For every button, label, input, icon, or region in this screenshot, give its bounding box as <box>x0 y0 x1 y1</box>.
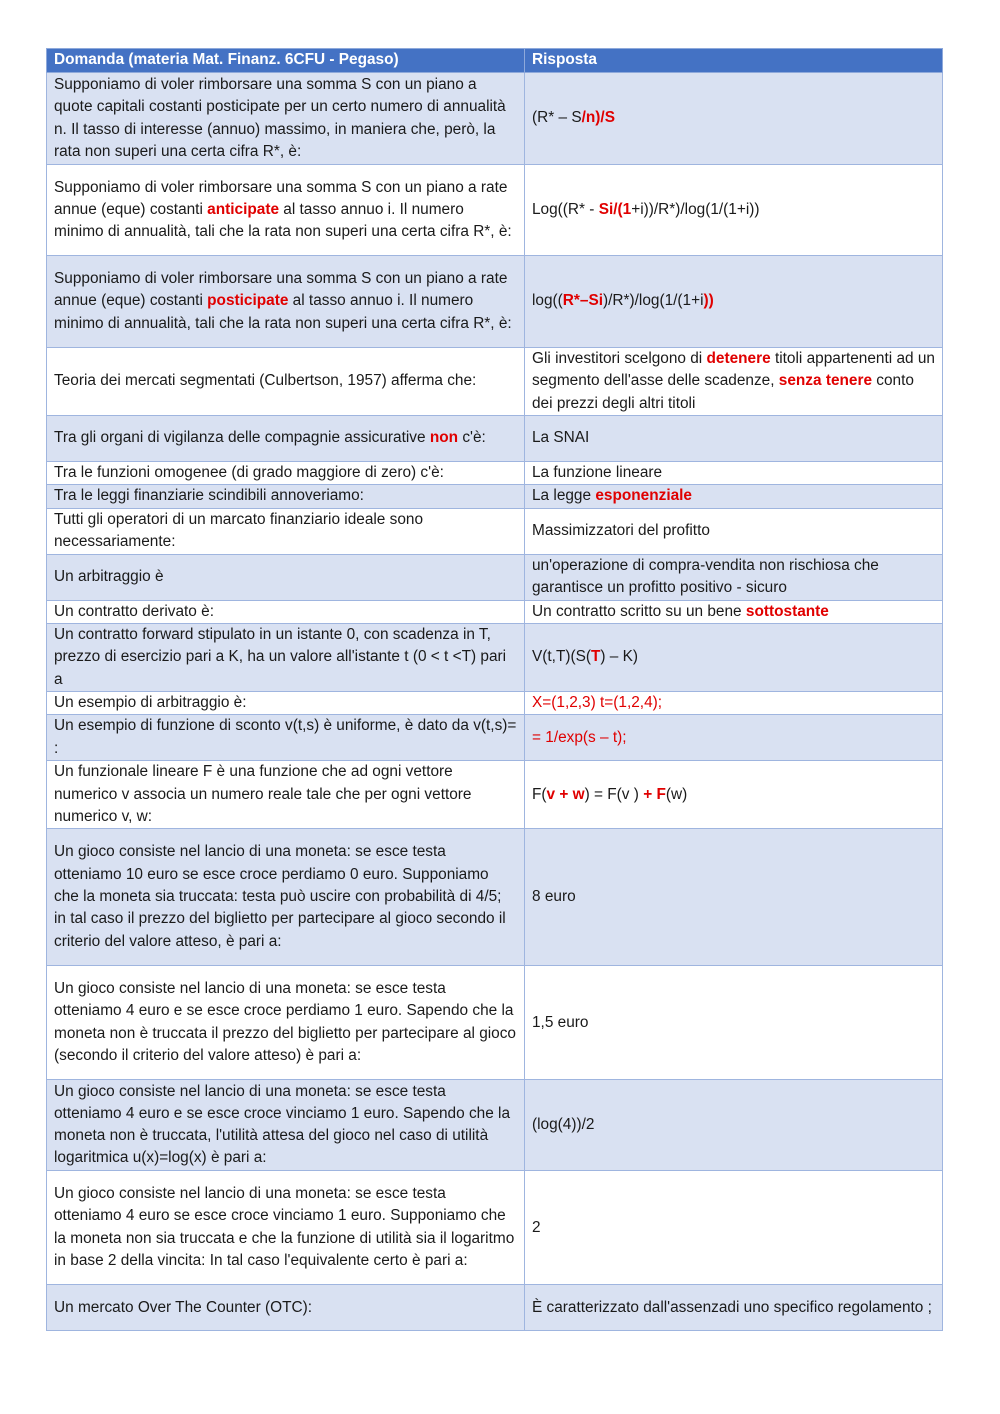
answer-cell <box>525 829 943 966</box>
answer-cell <box>525 691 943 714</box>
table-row <box>47 623 943 691</box>
question-cell <box>47 715 525 761</box>
answer-cell <box>525 416 943 462</box>
cell-text: titoli appartenenti ad un segmento dell'asse delle scadenze, <box>532 350 935 390</box>
table-row <box>47 829 943 966</box>
cell-text: Un contratto scritto su un bene <box>532 602 746 620</box>
highlighted-text: v + w <box>546 785 585 803</box>
cell-text: c'è: <box>458 429 486 447</box>
highlighted-text: )) <box>703 292 714 310</box>
cell-text: +i))/R*)/log(1/(1+i)) <box>631 200 760 218</box>
highlighted-text: anticipate <box>207 200 279 218</box>
question-cell <box>47 165 525 256</box>
table-row <box>47 165 943 256</box>
question-cell <box>47 761 525 829</box>
cell-text: Gli investitori scelgono di <box>532 350 707 368</box>
table-row <box>47 416 943 462</box>
cell-text: La legge <box>532 487 596 505</box>
cell-text: (w) <box>665 785 688 803</box>
cell-text: Un esempio di arbitraggio è: <box>54 693 247 711</box>
table-row <box>47 715 943 761</box>
table-row <box>47 554 943 600</box>
table-row <box>47 761 943 829</box>
answer-cell <box>525 966 943 1080</box>
highlighted-text: T <box>591 648 601 666</box>
cell-text: Un gioco consiste nel lancio di una moneta: se esce testa otteniamo 4 euro se esce croce vinciamo 1 euro. Supponiamo che la moneta non sia truccata e che la funzione di utilità sia il logaritmo in base 2 della vincita: In tal caso l'equivalente certo è pari a: <box>54 1185 515 1269</box>
cell-text: Un gioco consiste nel lancio di una moneta: se esce testa otteniamo 10 euro se esce croce perdiamo 0 euro. Supponiamo che la moneta sia truccata: testa può uscire con probabilità di 4/5; in tal caso il prezzo del biglietto per partecipare al gioco secondo il criterio del valore atteso, è pari a: <box>54 843 506 950</box>
question-cell <box>47 691 525 714</box>
answer-cell <box>525 623 943 691</box>
cell-text: È caratterizzato dall'assenzadi uno specifico regolamento ; <box>532 1298 932 1316</box>
question-cell <box>47 554 525 600</box>
cell-text: ) = F(v ) <box>584 785 644 803</box>
question-column-header: Domanda (materia Mat. Finanz. 6CFU - Pegaso) <box>47 49 525 73</box>
cell-text: Un mercato Over The Counter (OTC): <box>54 1298 313 1316</box>
table-row <box>47 1285 943 1331</box>
question-cell <box>47 485 525 508</box>
table-row <box>47 1171 943 1285</box>
answer-cell <box>525 165 943 256</box>
highlighted-text: X=(1,2,3) t=(1,2,4); <box>532 693 663 711</box>
answer-cell <box>525 715 943 761</box>
answer-cell <box>525 1080 943 1171</box>
cell-text: Un contratto forward stipulato in un istante 0, con scadenza in T, prezzo di esercizio pari a K, ha un valore all'istante t (0 < t <T) pari a <box>54 625 507 688</box>
answer-cell <box>525 348 943 416</box>
question-cell <box>47 623 525 691</box>
cell-text: Massimizzatori del profitto <box>532 521 710 539</box>
question-cell <box>47 1285 525 1331</box>
cell-text: ) – K) <box>600 648 639 666</box>
question-cell <box>47 1080 525 1171</box>
cell-text: Teoria dei mercati segmentati (Culbertson, 1957) afferma che: <box>54 372 477 390</box>
highlighted-text: /n)/S <box>581 109 615 127</box>
highlighted-text: posticipate <box>207 292 289 310</box>
question-cell <box>47 416 525 462</box>
table-row <box>47 348 943 416</box>
answer-cell <box>525 761 943 829</box>
cell-text: Tutti gli operatori di un marcato finanziario ideale sono necessariamente: <box>54 510 424 551</box>
cell-text: V(t,T)(S( <box>532 648 591 666</box>
answer-cell <box>525 508 943 554</box>
highlighted-text: R*–Si <box>562 292 604 310</box>
question-cell <box>47 256 525 348</box>
cell-text: La funzione lineare <box>532 464 663 481</box>
cell-text: Un gioco consiste nel lancio di una moneta: se esce testa otteniamo 4 euro e se esce croce perdiamo 1 euro. Sapendo che la moneta non è truccata il prezzo del biglietto per partecipare al gioco (secondo il criterio del valore atteso) è pari a: <box>54 980 516 1064</box>
highlighted-text: non <box>429 429 459 447</box>
table-row <box>47 485 943 508</box>
cell-text: conto dei prezzi degli altri titoli <box>532 372 914 412</box>
table-header-row <box>47 49 943 73</box>
highlighted-text: detenere <box>706 350 771 368</box>
table-row <box>47 256 943 348</box>
question-cell <box>47 1171 525 1285</box>
cell-text: log(( <box>532 292 563 310</box>
highlighted-text: sottostante <box>745 602 829 620</box>
question-cell <box>47 348 525 416</box>
cell-text: Un gioco consiste nel lancio di una moneta: se esce testa otteniamo 4 euro e se esce croce vinciamo 1 euro. Sapendo che la moneta non è truccata, l'utilità attesa del gioco nel caso di utilità logaritmica u(x)=log(x) è pari a: <box>54 1082 511 1167</box>
question-cell <box>47 966 525 1080</box>
question-cell <box>47 73 525 165</box>
cell-text: Supponiamo di voler rimborsare una somma S con un piano a rate annue (eque) costanti <box>54 270 508 310</box>
highlighted-text: + F <box>643 785 666 803</box>
cell-text: (log(4))/2 <box>532 1116 595 1134</box>
cell-text: Un esempio di funzione di sconto v(t,s) è uniforme, è dato da v(t,s)= : <box>54 717 517 757</box>
table-row <box>47 966 943 1080</box>
cell-text: F( <box>532 785 547 803</box>
answer-cell <box>525 600 943 623</box>
highlighted-text: Si/(1 <box>598 200 632 218</box>
cell-text: Supponiamo di voler rimborsare una somma S con un piano a quote capitali costanti posticipate per un certo numero di annualità n. Il tasso di interesse (annuo) massimo, in maniera che, però, la rata non superi una certa cifra R*, è: <box>54 75 506 160</box>
cell-text: al tasso annuo i. Il numero minimo di annualità, tali che la rata non superi una certa cifra R*, è: <box>54 292 512 332</box>
answer-cell <box>525 462 943 485</box>
qa-table <box>46 48 943 1331</box>
answer-cell <box>525 73 943 165</box>
cell-text: Supponiamo di voler rimborsare una somma S con un piano a rate annue (eque) costanti <box>54 178 508 218</box>
cell-text: (R* – S <box>532 109 582 127</box>
question-cell <box>47 508 525 554</box>
cell-text: Tra le leggi finanziarie scindibili annoveriamo: <box>54 487 364 505</box>
cell-text: al tasso annuo i. Il numero minimo di annualità, tali che la rata non superi una certa cifra R*, è: <box>54 200 512 241</box>
table-row <box>47 73 943 165</box>
cell-text: Tra gli organi di vigilanza delle compagnie assicurative <box>54 429 430 447</box>
highlighted-text: senza tenere <box>778 372 873 390</box>
cell-text: Un funzionale lineare F è una funzione che ad ogni vettore numerico v associa un numero reale tale che per ogni vettore numerico v, w: <box>54 763 472 825</box>
table-row <box>47 1080 943 1171</box>
table-row <box>47 508 943 554</box>
highlighted-text: = 1/exp(s – t); <box>532 728 627 746</box>
answer-cell <box>525 256 943 348</box>
cell-text: Tra le funzioni omogenee (di grado maggiore di zero) c'è: <box>54 464 444 481</box>
cell-text: Un contratto derivato è: <box>54 602 214 620</box>
cell-text: La SNAI <box>532 429 590 447</box>
answer-cell <box>525 1171 943 1285</box>
question-cell <box>47 600 525 623</box>
table-row <box>47 691 943 714</box>
cell-text: 8 euro <box>532 888 576 906</box>
table-row <box>47 600 943 623</box>
question-cell <box>47 462 525 485</box>
cell-text: Un arbitraggio è <box>54 567 164 585</box>
answer-cell <box>525 554 943 600</box>
table-row <box>47 462 943 485</box>
cell-text: Log((R* - <box>532 200 599 218</box>
cell-text: un'operazione di compra-vendita non rischiosa che garantisce un profitto positivo - sicuro <box>532 556 879 597</box>
answer-column-header: Risposta <box>525 49 943 73</box>
highlighted-text: esponenziale <box>595 487 692 505</box>
answer-cell <box>525 1285 943 1331</box>
cell-text: )/R*)/log(1/(1+i <box>603 292 704 310</box>
answer-cell <box>525 485 943 508</box>
cell-text: 1,5 euro <box>532 1013 589 1031</box>
cell-text: 2 <box>532 1218 541 1236</box>
question-cell <box>47 829 525 966</box>
